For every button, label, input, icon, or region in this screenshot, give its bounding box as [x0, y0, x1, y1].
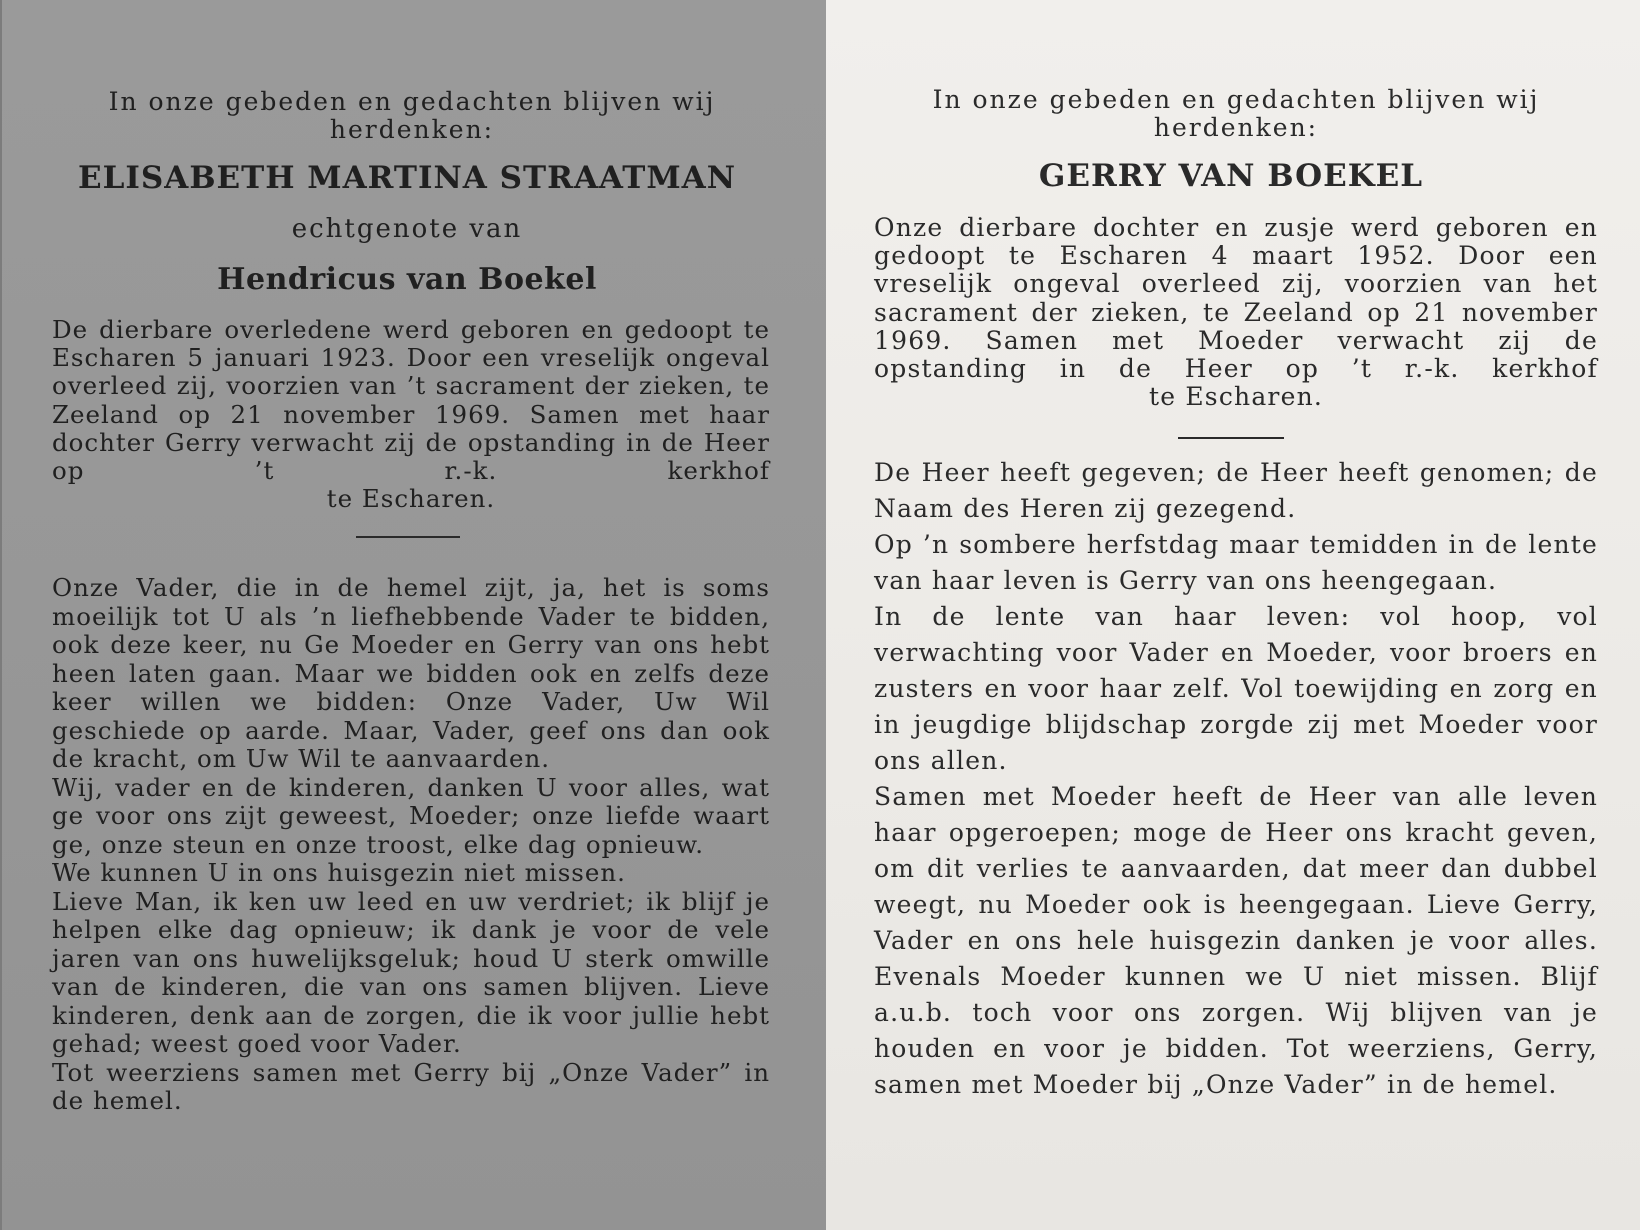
left-prayer-paragraph: Lieve Man, ik ken uw leed en uw verdriet; ik blijf je helpen elke dag opnieuw; ik dank je voor de vele jaren van ons huwelijksgeluk; houd U sterk omwille van de kinderen, die van ons samen blijven. Lieve kinderen, denk aan de zorgen, die ik voor jullie hebt gehad; weest goed voor Vader.	[52, 886, 770, 1058]
left-spouse-name: Hendricus van Boekel	[217, 262, 597, 297]
left-prayer	[52, 574, 770, 1116]
left-relation: echtgenote van	[291, 214, 523, 244]
right-biography	[874, 214, 1598, 411]
left-prayer-paragraph: We kunnen U in ons huisgezin niet missen.	[52, 858, 626, 887]
left-prayer-paragraph: Onze Vader, die in de hemel zijt, ja, het is soms moeilijk tot U als ’n liefhebbende Vader te bidden, ook deze keer, nu Ge Moeder en Gerry van ons hebt heen laten gaan. Maar we bidden ook en zelfs deze keer willen we bidden: Onze Vader, Uw Wil geschiede op aarde. Maar, Vader, geef ons dan ook de kracht, om Uw Wil te aanvaarden.	[52, 573, 770, 773]
left-deceased-name: ELISABETH MARTINA STRAATMAN	[77, 160, 737, 196]
right-prayer	[874, 455, 1598, 1103]
right-deceased-name: GERRY VAN BOEKEL	[1038, 158, 1424, 194]
right-prayer-paragraph: De Heer heeft gegeven; de Heer heeft genomen; de Naam des Heren zij gezegend.	[874, 458, 1598, 523]
left-prayer-paragraph: Wij, vader en de kinderen, danken U voor alles, wat ge voor ons zijt geweest, Moeder; onze liefde waart ge, onze steun en onze troost, elke dag opnieuw.	[52, 772, 770, 859]
right-memorial-card	[826, 0, 1640, 1230]
right-biography-last-line: te Escharen.	[1148, 382, 1324, 412]
left-heading: In onze gebeden en gedachten blijven wij herdenken:	[108, 87, 716, 144]
right-prayer-paragraph: In de lente van haar leven: vol hoop, vol verwachting voor Vader en Moeder, voor broers en zusters en voor haar zelf. Vol toewijding en zorg en in jeugdige blijdschap zorgde zij met Moeder voor ons allen.	[874, 602, 1598, 775]
left-biography	[52, 316, 770, 513]
left-biography-text: De dierbare overledene werd geboren en gedoopt te Escharen 5 januari 1923. Door een vreselijk ongeval overleed zij, voorzien van ’t sacrament der zieken, te Zeeland op 21 november 1969. Samen met haar dochter Gerry verwacht zij de opstanding in de Heer op ’t r.-k. kerkhof	[52, 315, 770, 486]
right-prayer-paragraph: Samen met Moeder heeft de Heer van alle leven haar opgeroepen; moge de Heer ons kracht geven, om dit verlies te aanvaarden, dat meer dan dubbel weegt, nu Moeder ook is heengegaan. Lieve Gerry, Vader en ons hele huisgezin danken je voor alles. Evenals Moeder kunnen we U niet missen. Blijf a.u.b. toch voor ons zorgen. Wij blijven van je houden en voor je bidden. Tot weerziens, Gerry, samen met Moeder bij „Onze Vader” in de hemel.	[874, 782, 1598, 1099]
right-prayer-paragraph: Op ’n sombere herfstdag maar temidden in de lente van haar leven is Gerry van ons heengegaan.	[874, 530, 1598, 595]
right-divider	[1178, 437, 1284, 439]
left-divider	[356, 536, 460, 538]
left-biography-last-line: te Escharen.	[326, 484, 496, 514]
right-heading: In onze gebeden en gedachten blijven wij herdenken:	[932, 85, 1540, 142]
right-biography-text: Onze dierbare dochter en zusje werd geboren en gedoopt te Escharen 4 maart 1952. Door een vreselijk ongeval overleed zij, voorzien van het sacrament der zieken, te Zeeland op 21 november 1969. Samen met Moeder verwacht zij de opstanding in de Heer op ’t r.-k. kerkhof	[874, 213, 1598, 384]
left-prayer-paragraph: Tot weerziens samen met Gerry bij „Onze Vader” in de hemel.	[52, 1057, 770, 1115]
